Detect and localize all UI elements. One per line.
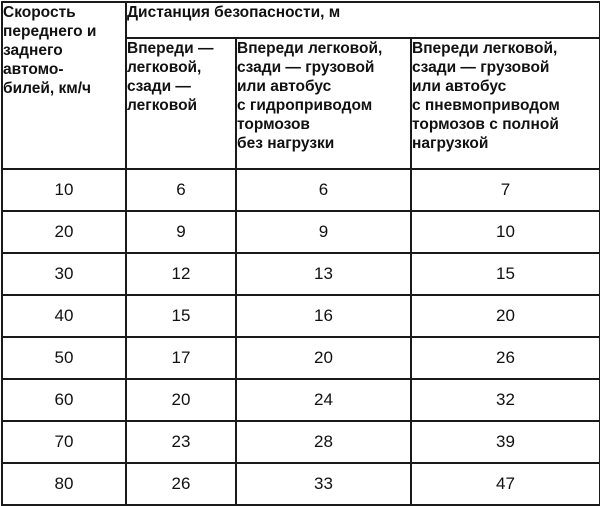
column-header-pneumatic-truck: Впереди легковой, сзади — грузовой или автобус с пневмоприводом тормозов с полной нагрузкой [411, 38, 600, 169]
distance-cell: 20 [411, 295, 600, 337]
column-header-hydraulic-truck: Впереди легковой, сзади — грузовой или автобус с гидроприводом тормозов без нагрузки [236, 38, 411, 169]
speed-column-header [2, 2, 126, 169]
speed-cell: 10 [2, 169, 126, 211]
distance-group-header [126, 2, 600, 38]
speed-cell: 40 [2, 295, 126, 337]
distance-cell: 26 [411, 337, 600, 379]
distance-cell: 24 [236, 379, 411, 421]
table-row [2, 463, 600, 505]
table-row [2, 253, 600, 295]
distance-cell: 15 [126, 295, 236, 337]
distance-cell: 6 [126, 169, 236, 211]
distance-cell: 6 [236, 169, 411, 211]
distance-cell: 9 [236, 211, 411, 253]
column-header-car-car: Впереди — легковой, сзади — легковой [126, 38, 236, 169]
table-row [2, 379, 600, 421]
distance-cell: 9 [126, 211, 236, 253]
speed-cell: 70 [2, 421, 126, 463]
distance-cell: 20 [126, 379, 236, 421]
distance-cell: 15 [411, 253, 600, 295]
table-row [2, 295, 600, 337]
distance-cell: 26 [126, 463, 236, 505]
distance-cell: 17 [126, 337, 236, 379]
speed-cell: 60 [2, 379, 126, 421]
distance-cell: 33 [236, 463, 411, 505]
speed-cell: 20 [2, 211, 126, 253]
table-row [2, 211, 600, 253]
distance-cell: 28 [236, 421, 411, 463]
speed-cell: 50 [2, 337, 126, 379]
distance-cell: 47 [411, 463, 600, 505]
distance-cell: 7 [411, 169, 600, 211]
speed-cell: 80 [2, 463, 126, 505]
distance-cell: 16 [236, 295, 411, 337]
distance-cell: 10 [411, 211, 600, 253]
distance-cell: 20 [236, 337, 411, 379]
speed-header-text: Скорость переднего и заднего автомо- билей, км/ч [3, 4, 97, 97]
speed-cell: 30 [2, 253, 126, 295]
distance-header-text: Дистанция безопасности, м [127, 4, 341, 21]
safety-distance-table [1, 1, 600, 506]
table-row [2, 337, 600, 379]
distance-cell: 13 [236, 253, 411, 295]
distance-cell: 39 [411, 421, 600, 463]
distance-cell: 32 [411, 379, 600, 421]
table-row [2, 169, 600, 211]
distance-cell: 12 [126, 253, 236, 295]
table-row [2, 421, 600, 463]
distance-cell: 23 [126, 421, 236, 463]
